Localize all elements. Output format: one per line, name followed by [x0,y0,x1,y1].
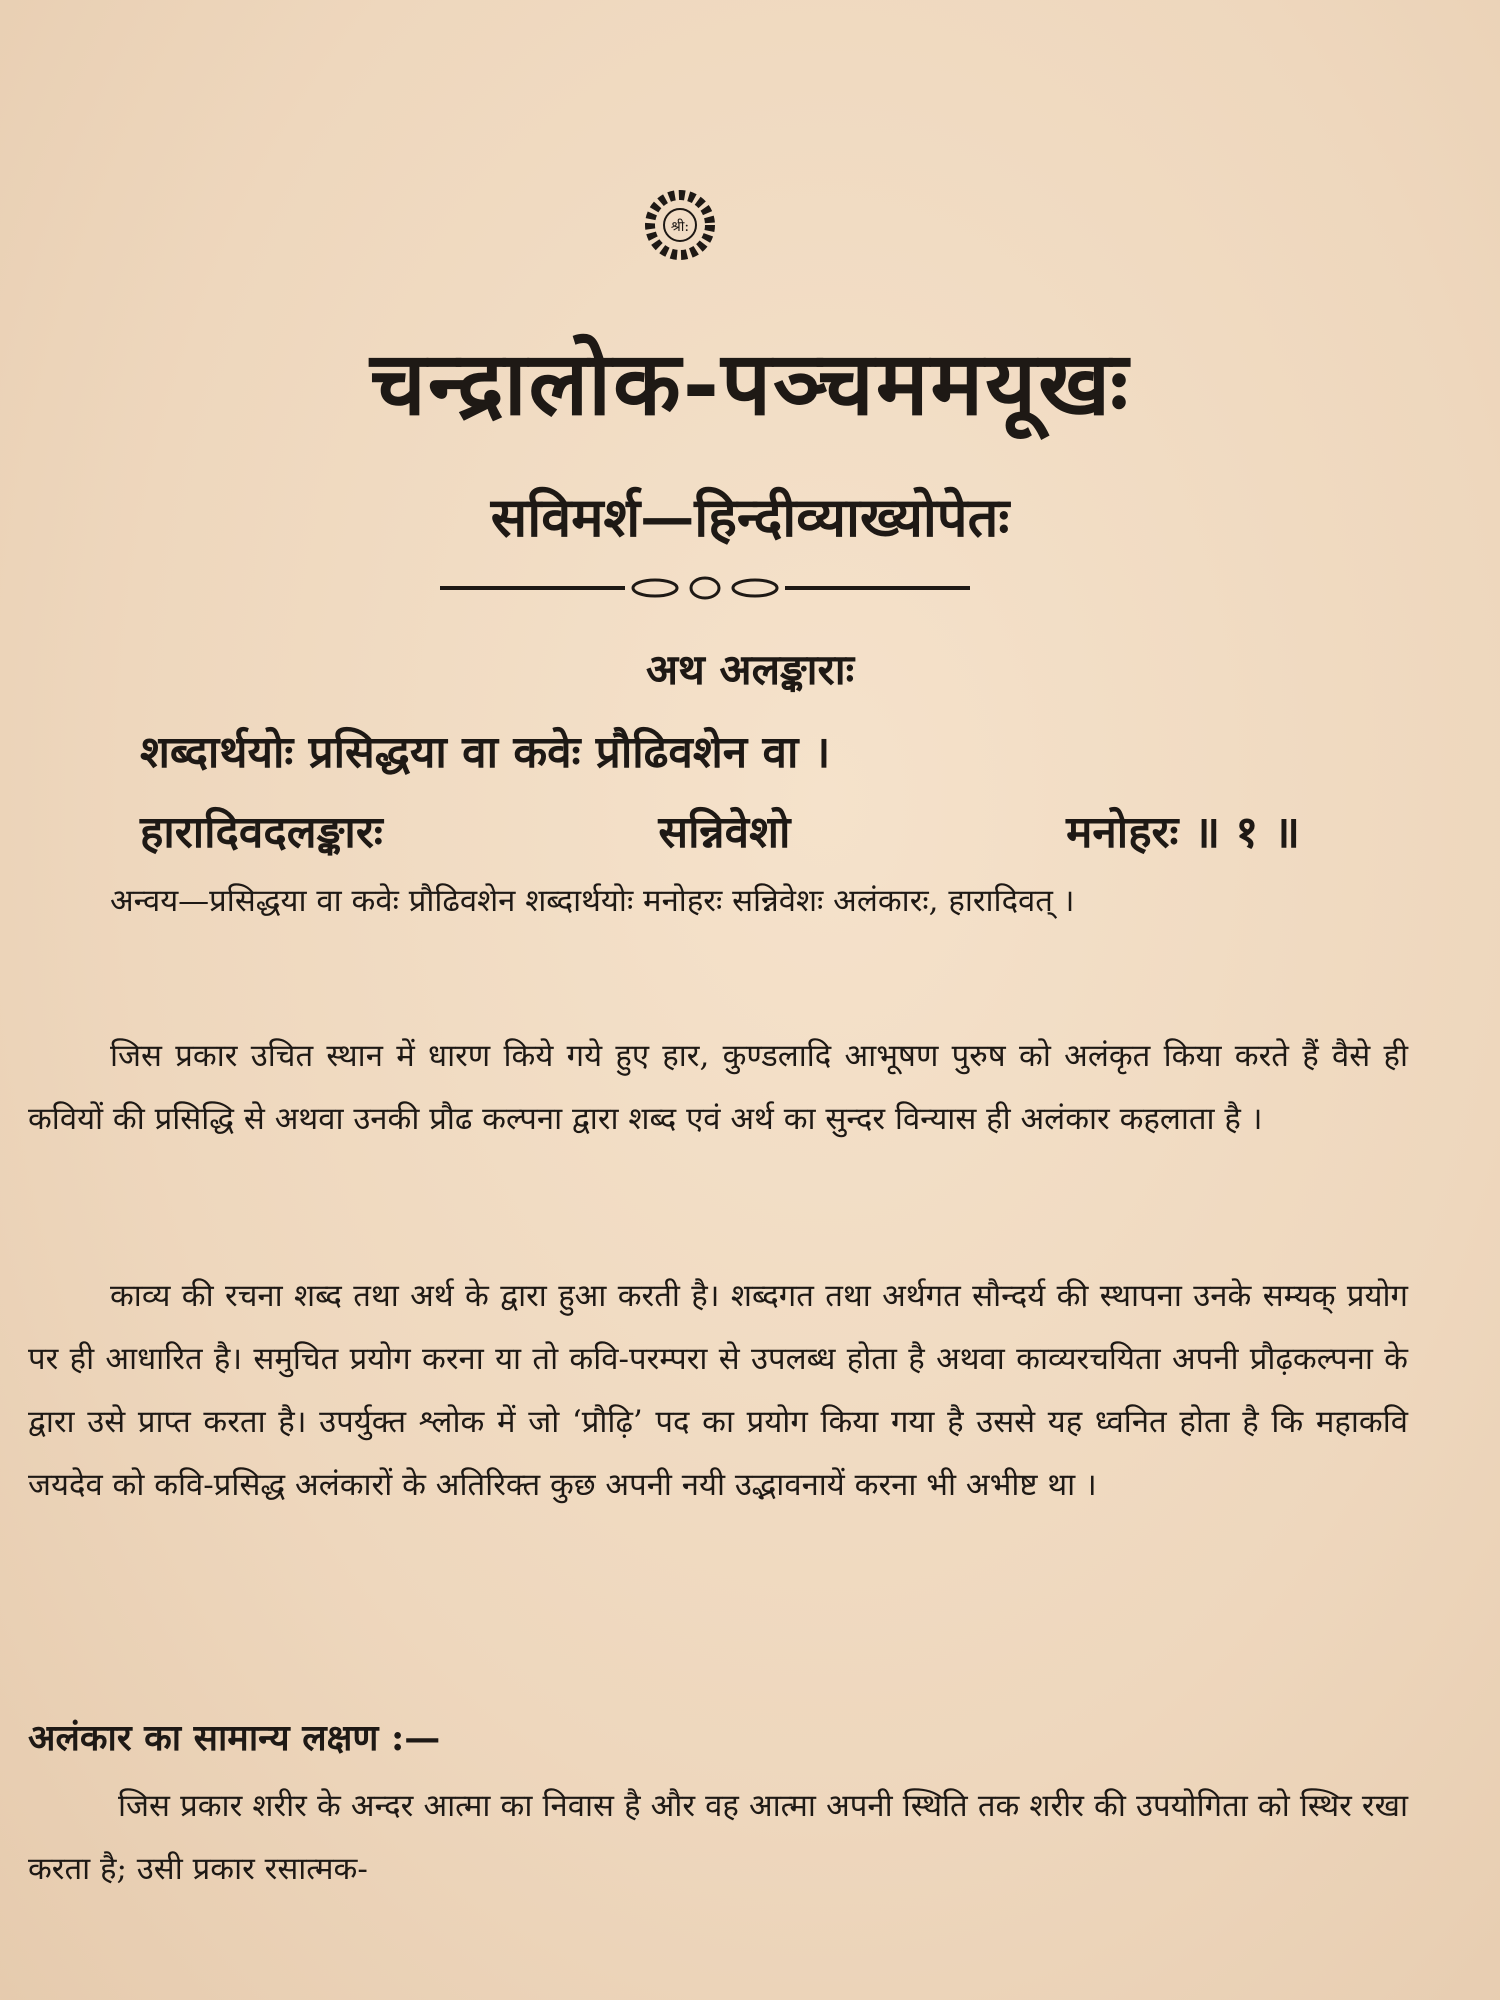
decorative-divider-icon [440,570,970,606]
verse-line-2-part-2: सन्निवेशो [658,807,791,858]
subheading: अलंकार का सामान्य लक्षण :— [28,1717,441,1759]
verse-line-1: शब्दार्थयोः प्रसिद्धया वा कवेः प्रौढिवशेन वा । [140,727,831,778]
page-subtitle: सविमर्श—हिन्दीव्याख्योपेतः [490,485,1010,549]
explanation-paragraph-2: काव्य की रचना शब्द तथा अर्थ के द्वारा हुआ करती है। शब्दगत तथा अर्थगत सौन्दर्य की स्थापना उनके सम्यक् प्रयोग पर ही आधारित है। समुचित प्रयोग करना या तो कवि-परम्परा से उपलब्ध होता है अथवा काव्यरचयिता अपनी प्रौढ़कल्पना के द्वारा उसे प्राप्त करता है। उपर्युक्त श्लोक में जो ‘प्रौढ़ि’ पद का प्रयोग किया गया है उससे यह ध्वनित होता है कि महाकवि जयदेव को कवि-प्रसिद्ध अलंकारों के अतिरिक्त कुछ अपनी नयी उद्भावनायें करना भी अभीष्ट था । [28,1278,1408,1503]
explanation-paragraph-1: जिस प्रकार उचित स्थान में धारण किये गये हुए हार, कुण्डलादि आभूषण पुरुष को अलंकृत किया करते हैं वैसे ही कवियों की प्रसिद्धि से अथवा उनकी प्रौढ कल्पना द्वारा शब्द एवं अर्थ का सुन्दर विन्यास ही अलंकार कहलाता है । [28,1038,1408,1137]
closing-paragraph: जिस प्रकार शरीर के अन्दर आत्मा का निवास है और वह आत्मा अपनी स्थिति तक शरीर की उपयोगिता को स्थिर रखा करता है; उसी प्रकार रसात्मक- [28,1788,1408,1887]
verse-line-2-part-3: मनोहरः ॥ १ ॥ [1066,807,1300,858]
page-title: चन्द्रालोक-पञ्चममयूखः [370,331,1130,435]
verse-line-2-part-1: हारादिवदलङ्कारः [140,807,383,858]
anvaya-paragraph: अन्वय—प्रसिद्धया वा कवेः प्रौढिवशेन शब्दार्थयोः मनोहरः सन्निवेशः अलंकारः, हारादिवत् । [110,883,1075,919]
ornament-glyph: श्री: [670,219,690,235]
floral-ornament-icon [640,185,720,265]
section-heading: अथ अलङ्काराः [645,645,855,694]
verse-line-2 [140,800,1300,860]
